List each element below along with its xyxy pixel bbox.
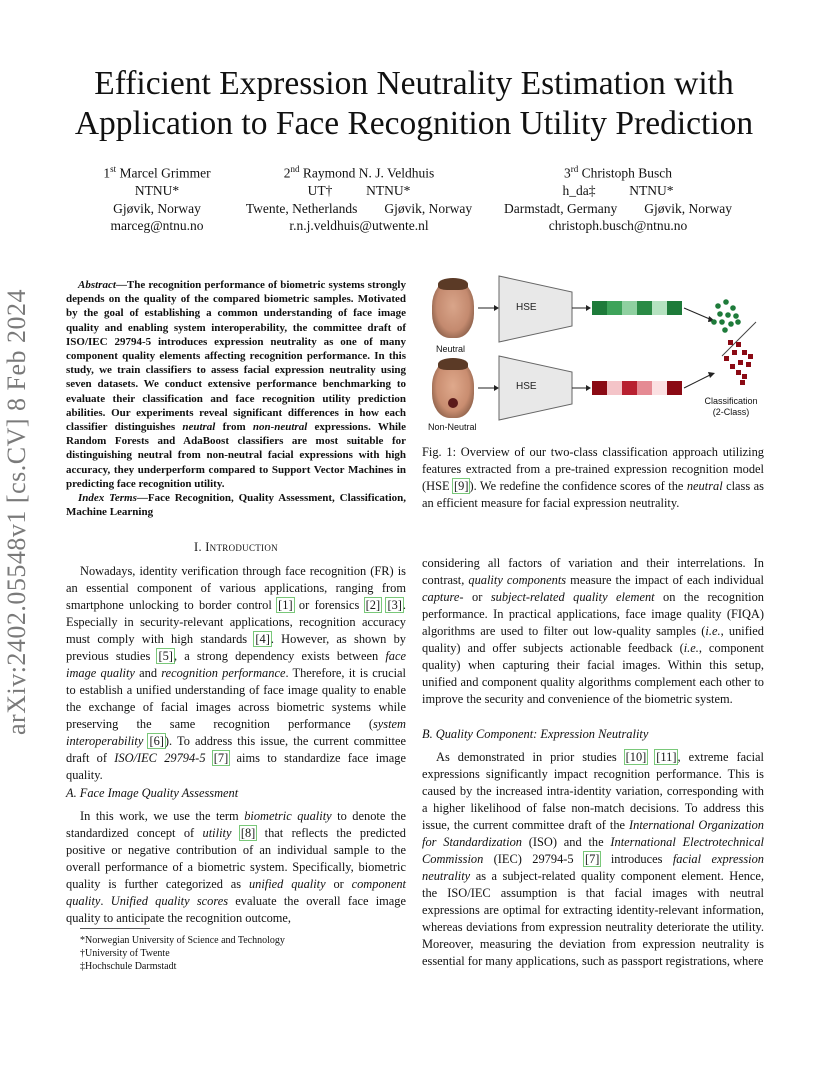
author-block-3: 3rd Christoph Busch h_da‡ NTNU* Darmstadt, Germany Gjøvik, Norway christoph.busch@ntnu.no xyxy=(492,161,744,235)
subsection-heading-b: B. Quality Component: Expression Neutrality xyxy=(422,727,649,741)
author-location: Twente, Netherlands Gjøvik, Norway xyxy=(245,200,473,216)
title-line-2: Application to Face Recognition Utility Prediction xyxy=(74,105,754,142)
author-affiliation: UT† NTNU* xyxy=(307,183,411,198)
footnote: *Norwegian University of Science and Technology xyxy=(80,935,285,946)
non-neutral-label: Non-Neutral xyxy=(428,422,477,432)
paper-title xyxy=(60,64,768,144)
author-location: Darmstadt, Germany Gjøvik, Norway xyxy=(504,200,732,216)
author-name: Marcel Grimmer xyxy=(119,165,211,181)
footnote: †University of Twente xyxy=(80,948,170,959)
author-block-1: 1st Marcel Grimmer NTNU* Gjøvik, Norway marceg@ntnu.no xyxy=(82,161,232,235)
section-heading-introduction: I. Introduction xyxy=(194,540,278,554)
citation-link[interactable]: [11] xyxy=(656,750,677,764)
arxiv-identifier xyxy=(0,282,35,742)
citation-link[interactable]: [9] xyxy=(454,479,469,493)
arxiv-identifier-text: arXiv:2402.05548v1 [cs.CV] 8 Feb 2024 xyxy=(2,288,31,736)
hse-label-top: HSE xyxy=(516,302,537,313)
neutral-cluster xyxy=(711,299,741,333)
subsection-b-paragraph: As demonstrated in prior studies [10] [11], extreme facial expressions significantly impact recognition performance. This is caused by the increased intra-identity variation, corresponding with a higher likelihood of false non-match decisions. To address this issue, the current committee draft of the International Organization for Standardization (ISO) and the International Electrotechnical Commission (IEC) 29794-5 [7] introduces facial expression neutrality as a subject-related quality component element. Hence, the ISO/IEC assumption is that facial images with neutral expressions are optimal for extracting identity-relevant information, whereas deviations from expression neutrality deteriorate the utility. Moreover, measuring the deviation from expression neutrality is essential for many applications, such as passport registrations, where xyxy=(422,750,765,968)
abstract: Abstract—The recognition performance of biometric systems strongly depends on the quality of the compared biometric samples. Motivated by the goal of establishing a common understanding of face image quality and enabling system interoperability, the committee draft of ISO/IEC 29794-5 introduces expression neutrality as one of many component quality elements affecting recognition performance. In this study, we train classifiers to assess facial expression neutrality using seven datasets. We conduct extensive performance benchmarking to evaluate their classification and face recognition utility prediction abilities. Our experiments reveal significant differences in how each classifier distinguishes neutral from non-neutral expressions. While Random Forests and AdaBoost classifiers are most suitable for distinguishing neutral from non-neutral facial expressions with high accuracy, they underperform compared to Support Vector Machines in predicting face recognition utility. Index Terms—Face Recognition, Quality Assessment, Classification, Machine Learning xyxy=(66,279,406,519)
hse-label-bottom: HSE xyxy=(516,381,537,392)
citation-link[interactable]: [8] xyxy=(240,826,256,840)
author-affiliation: h_da‡ NTNU* xyxy=(562,183,674,198)
abstract-label: Abstract xyxy=(78,279,116,291)
citation-link[interactable]: [1] xyxy=(278,598,293,612)
subsection-a-paragraph: In this work, we use the term biometric quality to denote the standardized concept of utility [8] that reflects the predicted positive or negative contribution of an individual sample to the overall performance of a biometric system. Specifically, biometric quality is further categorized as unified quality or component quality. Unified quality scores evaluate the overall face image quality to anticipate the recognition outcome, xyxy=(66,809,406,925)
author-email: marceg@ntnu.no xyxy=(110,218,204,233)
footnotes xyxy=(80,934,285,973)
classification-label: Classification (2-Class) xyxy=(704,396,758,417)
title-line-1: Efficient Expression Neutrality Estimation with xyxy=(94,65,734,102)
citation-link[interactable]: [5] xyxy=(158,649,173,663)
citation-link[interactable]: [3] xyxy=(387,598,402,612)
neutral-label: Neutral xyxy=(436,344,466,354)
decision-boundary xyxy=(722,322,756,356)
figure-caption: Fig. 1: Overview of our two-class classification approach utilizing features extracted from a pre-trained expression recognition model (HSE [9]). We redefine the confidence scores of the neutral class as an efficient measure for facial expression neutrality. xyxy=(422,445,764,510)
author-name: Raymond N. J. Veldhuis xyxy=(302,165,435,181)
arrow-head xyxy=(494,305,499,311)
intro-paragraph: Nowadays, identity verification through face recognition (FR) is an essential component of various applications, ranging from smartphone unlocking to border control [1] or forensics [2] [3]. Especially in security-relevant applications, recognition accuracy must comply with high standards [4]. However, as shown by previous studies [5], a strong dependency exists between face image quality and recognition performance. Therefore, it is crucial to establish a unified understanding of face image quality to enable the exchange of facial images across biometric systems while preserving the same recognition performance (system interoperability [6]). To address this issue, the current committee draft of ISO/IEC 29794-5 [7] aims to standardize face image quality. xyxy=(66,564,407,782)
figure-1 xyxy=(422,270,764,435)
author-block-2: 2nd Raymond N. J. Veldhuis UT† NTNU* Twente, Netherlands Gjøvik, Norway r.n.j.veldhuis@utwente.nl xyxy=(230,161,488,235)
index-terms: Index Terms—Face Recognition, Quality Assessment, Classification, Machine Learning xyxy=(66,492,406,519)
right-column-paragraph: considering all factors of variation and their interrelations. In contrast, quality components measure the impact of each individual capture- or subject-related quality element on the recognition performance. In practical applications, face image quality (FIQA) algorithms are used to filter out low-quality samples (i.e., unified quality) and offer subjects actionable feedback (i.e., component quality) when capturing their facial images. Within this setup, unified and component quality algorithms complement each other to improve the security and convenience of the biometric system. xyxy=(422,556,764,706)
citation-link[interactable]: [4] xyxy=(255,632,270,646)
citation-link[interactable]: [6] xyxy=(149,734,164,748)
footnote-rule xyxy=(80,928,150,929)
subsection-heading-a: A. Face Image Quality Assessment xyxy=(66,786,239,800)
author-name: Christoph Busch xyxy=(581,165,672,181)
footnote: ‡Hochschule Darmstadt xyxy=(80,961,177,972)
author-email: r.n.j.veldhuis@utwente.nl xyxy=(289,218,429,233)
citation-link[interactable]: [2] xyxy=(365,598,381,612)
citation-link[interactable]: [10] xyxy=(625,750,647,764)
citation-link[interactable]: [7] xyxy=(584,852,600,866)
non-neutral-cluster xyxy=(724,340,753,385)
author-location: Gjøvik, Norway xyxy=(113,200,201,216)
author-email: christoph.busch@ntnu.no xyxy=(548,218,688,233)
citation-link[interactable]: [7] xyxy=(213,751,229,765)
arrow-head xyxy=(494,385,499,391)
author-affiliation: NTNU* xyxy=(134,183,180,198)
